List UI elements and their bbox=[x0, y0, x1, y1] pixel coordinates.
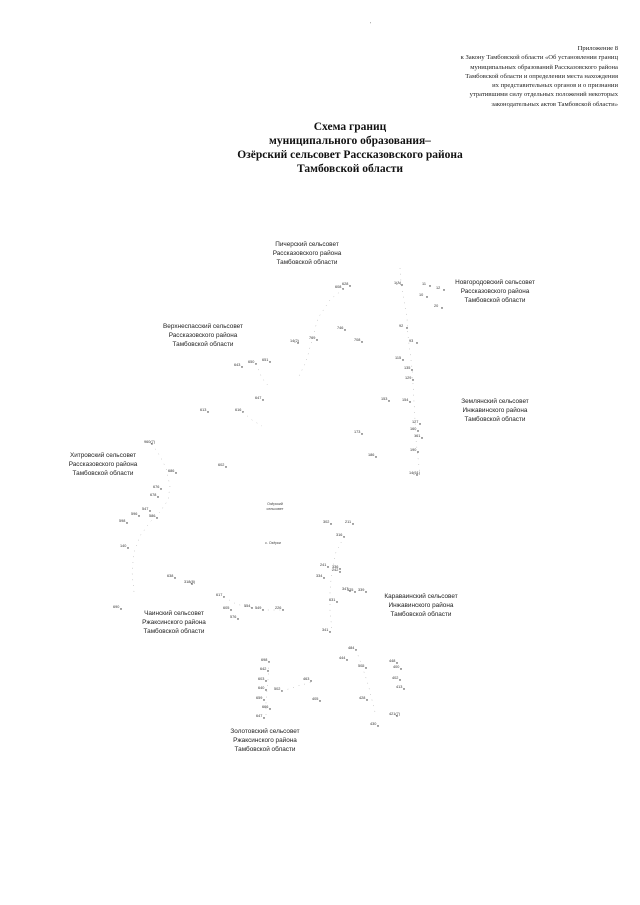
boundary-point-label: 211 bbox=[345, 520, 352, 524]
boundary-point-label: 547 bbox=[142, 507, 149, 511]
boundary-point-marker bbox=[411, 369, 412, 370]
boundary-point-label: 127 bbox=[412, 420, 419, 424]
region-label-verkhnespassky: Верхнеспасский сельсовет Рассказовского района Тамбовской области bbox=[163, 323, 243, 348]
boundary-point-marker bbox=[265, 680, 266, 681]
boundary-point-label: 14(2) bbox=[290, 339, 299, 343]
boundary-point bbox=[309, 336, 318, 341]
boundary-point-label: 647 bbox=[255, 396, 262, 400]
boundary-point-marker bbox=[377, 725, 378, 726]
boundary-point-label: 666 bbox=[262, 705, 269, 709]
boundary-trace bbox=[256, 364, 270, 388]
appendix-line: Тамбовской области и определении места нахождения bbox=[465, 72, 618, 80]
boundary-point bbox=[337, 326, 346, 331]
boundary-point bbox=[402, 398, 411, 403]
boundary-point-label: 316 bbox=[336, 533, 343, 537]
boundary-point bbox=[419, 293, 428, 298]
title-line: Тамбовской области bbox=[296, 163, 403, 175]
boundary-point bbox=[409, 471, 421, 476]
boundary-point-marker bbox=[416, 342, 417, 343]
boundary-point-label: 617 bbox=[216, 593, 223, 597]
boundary-point bbox=[168, 469, 177, 474]
appendix-line: утратившими силу отдельных положений некоторых bbox=[469, 91, 618, 99]
boundary-point-label: 698 bbox=[261, 658, 268, 662]
boundary-point bbox=[235, 408, 244, 413]
boundary-point-marker bbox=[149, 510, 150, 511]
appendix-line: к Закону Тамбовской области «Об установлении границ bbox=[460, 54, 618, 62]
boundary-point bbox=[354, 430, 363, 435]
boundary-point-marker bbox=[269, 361, 270, 362]
boundary-point-marker bbox=[336, 601, 337, 602]
boundary-point bbox=[399, 324, 408, 329]
boundary-point bbox=[149, 514, 158, 519]
boundary-point-marker bbox=[327, 566, 328, 567]
boundary-point bbox=[316, 574, 325, 579]
boundary-point-marker bbox=[127, 547, 128, 548]
boundary-trace bbox=[330, 537, 344, 630]
boundary-point bbox=[392, 676, 401, 681]
boundary-point-label: 746 bbox=[337, 326, 344, 330]
boundary-point-label: 173 bbox=[354, 430, 361, 434]
boundary-point bbox=[359, 696, 368, 701]
boundary-point-marker bbox=[339, 568, 340, 569]
boundary-point bbox=[354, 338, 363, 343]
boundary-point bbox=[322, 628, 331, 633]
boundary-point bbox=[345, 520, 354, 525]
boundary-point-marker bbox=[175, 472, 176, 473]
boundary-point-label: 129 bbox=[405, 376, 412, 380]
boundary-trace bbox=[356, 650, 376, 716]
boundary-point bbox=[167, 574, 176, 579]
boundary-point-marker bbox=[421, 437, 422, 438]
boundary-point-marker bbox=[441, 307, 442, 308]
appendix-line: их представительных органов и о признании bbox=[492, 82, 618, 90]
boundary-point-label: 613 bbox=[200, 408, 207, 412]
boundary-point bbox=[320, 563, 329, 568]
boundary-point-label: 302 bbox=[323, 520, 330, 524]
boundary-point-marker bbox=[174, 577, 175, 578]
region-label-zemlyansky: Землянский сельсовет Инжавинского района Тамбовской области bbox=[461, 398, 529, 423]
boundary-point bbox=[256, 714, 265, 719]
boundary-point bbox=[258, 686, 267, 691]
boundary-point-label: 186 bbox=[368, 453, 375, 457]
boundary-point-label: 651 bbox=[262, 358, 269, 362]
boundary-point-label: 428 bbox=[359, 696, 366, 700]
boundary-point bbox=[405, 376, 414, 381]
boundary-point-label: 14(61) bbox=[409, 471, 420, 475]
boundary-point-marker bbox=[156, 517, 157, 518]
boundary-point-label: 650 bbox=[248, 360, 255, 364]
boundary-point-label: 402 bbox=[392, 676, 399, 680]
boundary-point-label: 336 bbox=[332, 565, 339, 569]
boundary-point bbox=[184, 580, 196, 585]
boundary-point-marker bbox=[361, 341, 362, 342]
boundary-point bbox=[113, 605, 122, 610]
boundary-point-marker bbox=[429, 285, 430, 286]
boundary-point bbox=[256, 696, 265, 701]
boundary-point bbox=[200, 408, 209, 413]
boundary-point bbox=[119, 519, 128, 524]
boundary-point-marker bbox=[366, 699, 367, 700]
boundary-point-marker bbox=[365, 667, 366, 668]
boundary-point-label: 190 bbox=[410, 448, 417, 452]
boundary-point-marker bbox=[339, 571, 340, 572]
boundary-point bbox=[342, 282, 351, 287]
boundary-point-marker bbox=[269, 708, 270, 709]
boundary-point-marker bbox=[207, 411, 208, 412]
boundary-point bbox=[329, 598, 338, 603]
boundary-point bbox=[394, 281, 403, 286]
boundary-point-marker bbox=[344, 329, 345, 330]
boundary-point-label: 226 bbox=[275, 606, 282, 610]
boundary-point-label: 241 bbox=[320, 563, 327, 567]
boundary-point-label: 603 bbox=[258, 677, 265, 681]
center-note: Озёрский сельсовет bbox=[266, 502, 284, 511]
boundary-point-label: 576 bbox=[230, 615, 237, 619]
boundary-point-label: 12 bbox=[436, 286, 441, 290]
boundary-point-marker bbox=[399, 679, 400, 680]
boundary-trace bbox=[243, 412, 262, 426]
boundary-point-label: 690 bbox=[113, 605, 120, 609]
boundary-point bbox=[248, 360, 257, 365]
appendix-line: законодательных актов Тамбовской области» bbox=[491, 100, 618, 108]
appendix-line: муниципальных образований Рассказовского района bbox=[470, 63, 618, 71]
boundary-point bbox=[396, 685, 405, 690]
boundary-point bbox=[410, 448, 419, 453]
boundary-point-label: 115 bbox=[395, 356, 402, 360]
boundary-point-marker bbox=[403, 688, 404, 689]
boundary-point bbox=[290, 339, 300, 344]
boundary-point bbox=[144, 440, 156, 445]
boundary-point-marker bbox=[251, 607, 252, 608]
boundary-point-marker bbox=[388, 400, 389, 401]
boundary-point-label: 325 bbox=[347, 588, 354, 592]
boundary-point-label: 153 bbox=[381, 397, 388, 401]
boundary-point bbox=[347, 588, 356, 593]
boundary-point bbox=[412, 420, 421, 425]
title-line: Схема границ bbox=[313, 121, 387, 133]
boundary-point-label: 642 bbox=[260, 667, 267, 671]
title-line: муниципального образования– bbox=[269, 135, 431, 147]
boundary-point-label: 596 bbox=[131, 512, 138, 516]
boundary-point-label: 161 bbox=[414, 434, 421, 438]
boundary-point bbox=[275, 606, 284, 611]
boundary-point bbox=[422, 282, 431, 287]
boundary-point-label: 154 bbox=[402, 398, 409, 402]
boundary-point-label: 960(7) bbox=[144, 440, 155, 444]
boundary-point bbox=[274, 687, 283, 692]
boundary-point-label: 160 bbox=[410, 427, 417, 431]
boundary-point-label: 430 bbox=[370, 722, 377, 726]
boundary-point-label: 608 bbox=[335, 285, 342, 289]
boundary-point-marker bbox=[426, 296, 427, 297]
boundary-point-marker bbox=[400, 668, 401, 669]
boundary-point-marker bbox=[329, 631, 330, 632]
boundary-point-label: 605 bbox=[223, 606, 230, 610]
boundary-point-marker bbox=[352, 523, 353, 524]
boundary-point-label: 678 bbox=[150, 493, 157, 497]
boundary-point-label: 769 bbox=[309, 336, 316, 340]
boundary-point bbox=[153, 485, 162, 490]
boundary-point-label: 628 bbox=[342, 282, 349, 286]
boundary-point bbox=[223, 606, 232, 611]
boundary-point-label: 334 bbox=[316, 574, 323, 578]
boundary-point-label: 135 bbox=[404, 366, 411, 370]
boundary-point-marker bbox=[417, 451, 418, 452]
boundary-point-marker bbox=[230, 609, 231, 610]
boundary-point-label: 318(8) bbox=[184, 580, 195, 584]
stray-mark: ' bbox=[370, 22, 372, 28]
boundary-point-marker bbox=[267, 670, 268, 671]
boundary-point-marker bbox=[120, 608, 121, 609]
boundary-point-label: 676 bbox=[153, 485, 160, 489]
boundary-point-label: 347 bbox=[342, 587, 349, 591]
boundary-point-marker bbox=[349, 285, 350, 286]
region-label-karavainsky: Караваинский сельсовет Инжавинского района Тамбовской области bbox=[384, 593, 458, 618]
region-label-chainsky: Чаинский сельсовет Ржаксинского района Тамбовской области bbox=[142, 610, 206, 635]
boundary-trace bbox=[298, 289, 343, 378]
boundary-point-label: 643 bbox=[234, 363, 241, 367]
boundary-point-label: 140 bbox=[120, 544, 127, 548]
boundary-point-marker bbox=[406, 327, 407, 328]
boundary-point bbox=[339, 656, 348, 661]
boundary-point-label: 640 bbox=[258, 686, 265, 690]
boundary-point-label: 413 bbox=[396, 685, 403, 689]
boundary-point-marker bbox=[237, 618, 238, 619]
boundary-point bbox=[414, 434, 423, 439]
boundary-point-marker bbox=[319, 700, 320, 701]
village-note: с. Озёрки bbox=[265, 541, 281, 545]
boundary-point-label: 20 bbox=[434, 304, 439, 308]
boundary-point bbox=[150, 493, 159, 498]
boundary-point-marker bbox=[282, 609, 283, 610]
boundary-point-label: 1(A) bbox=[394, 281, 402, 285]
boundary-point bbox=[370, 722, 379, 727]
boundary-point-marker bbox=[417, 430, 418, 431]
boundary-point-label: 400 bbox=[393, 665, 400, 669]
boundary-point-marker bbox=[361, 433, 362, 434]
boundary-point bbox=[255, 396, 264, 401]
boundary-point bbox=[262, 358, 271, 363]
boundary-point-marker bbox=[375, 456, 376, 457]
boundary-point-label: 11 bbox=[422, 282, 426, 286]
boundary-point-marker bbox=[330, 523, 331, 524]
boundary-point-label: 602 bbox=[218, 463, 225, 467]
boundary-point bbox=[312, 697, 321, 702]
boundary-point bbox=[218, 463, 227, 468]
boundary-point bbox=[234, 363, 243, 368]
boundary-point-label: 463 bbox=[303, 677, 310, 681]
boundary-point bbox=[410, 427, 419, 432]
boundary-point bbox=[262, 705, 271, 710]
boundary-point-label: 616 bbox=[235, 408, 242, 412]
boundary-point-marker bbox=[160, 488, 161, 489]
region-label-zolotovsky: Золотовский сельсовет Ржаксинского района Тамбовской области bbox=[230, 728, 300, 753]
boundary-point bbox=[120, 544, 129, 549]
boundary-point-marker bbox=[263, 699, 264, 700]
boundary-point-label: 444 bbox=[339, 656, 346, 660]
boundary-point-label: 502 bbox=[274, 687, 281, 691]
boundary-point-label: 586 bbox=[149, 514, 156, 518]
boundary-point-marker bbox=[310, 680, 311, 681]
boundary-point bbox=[255, 606, 264, 611]
boundary-point-label: 448 bbox=[389, 659, 396, 663]
boundary-point-marker bbox=[225, 466, 226, 467]
boundary-point-marker bbox=[402, 359, 403, 360]
boundary-point-label: 631 bbox=[329, 598, 336, 602]
boundary-point-label: 484 bbox=[348, 646, 355, 650]
boundary-point-marker bbox=[263, 717, 264, 718]
boundary-trace bbox=[224, 597, 282, 610]
boundary-point-label: 405 bbox=[312, 697, 319, 701]
boundary-point-marker bbox=[316, 339, 317, 340]
boundary-point-label: 92 bbox=[399, 324, 404, 328]
boundary-point-marker bbox=[396, 662, 397, 663]
boundary-point-label: 549 bbox=[255, 606, 262, 610]
boundary-point-label: 339 bbox=[358, 588, 365, 592]
boundary-point bbox=[348, 646, 357, 651]
boundary-trace bbox=[400, 268, 420, 474]
boundary-point-label: 242 bbox=[332, 568, 339, 572]
boundary-point-label: 93 bbox=[409, 339, 414, 343]
region-label-novgorodovsky: Новгородовский сельсовет Рассказовского района Тамбовской области bbox=[455, 279, 535, 304]
boundary-point-marker bbox=[157, 496, 158, 497]
boundary-point bbox=[131, 512, 140, 517]
boundary-point bbox=[142, 507, 151, 512]
region-label-pichersky: Пичерский сельсовет Рассказовского района Тамбовской области bbox=[272, 241, 342, 266]
boundary-point-label: 598 bbox=[119, 519, 126, 523]
boundary-point bbox=[393, 665, 402, 670]
appendix-line: Приложение 8 bbox=[577, 45, 618, 52]
boundary-point-marker bbox=[409, 401, 410, 402]
boundary-point bbox=[395, 356, 404, 361]
boundary-point-marker bbox=[126, 522, 127, 523]
boundary-point bbox=[404, 366, 413, 371]
boundary-point bbox=[216, 593, 225, 598]
boundary-point-label: 686 bbox=[168, 469, 175, 473]
boundary-point-marker bbox=[412, 379, 413, 380]
boundary-point-marker bbox=[241, 366, 242, 367]
boundary-point bbox=[258, 677, 267, 682]
boundary-point-marker bbox=[419, 423, 420, 424]
boundary-point bbox=[389, 712, 401, 717]
boundary-point-label: 10 bbox=[419, 293, 424, 297]
boundary-point-label: 505 bbox=[358, 664, 365, 668]
boundary-point-label: 708 bbox=[354, 338, 361, 342]
boundary-point-label: 421(7) bbox=[389, 712, 400, 716]
boundary-point bbox=[230, 615, 239, 620]
boundary-point-marker bbox=[323, 577, 324, 578]
boundary-point bbox=[409, 339, 418, 344]
boundary-point-marker bbox=[138, 515, 139, 516]
boundary-point bbox=[323, 520, 332, 525]
boundary-point bbox=[261, 658, 270, 663]
boundary-point-marker bbox=[262, 399, 263, 400]
boundary-point bbox=[389, 659, 398, 664]
boundary-point-label: 341 bbox=[322, 628, 329, 632]
boundary-point bbox=[303, 677, 312, 682]
region-label-khitrovsky: Хитровский сельсовет Рассказовского района Тамбовской области bbox=[68, 452, 138, 477]
boundary-point-marker bbox=[346, 659, 347, 660]
boundary-point-marker bbox=[354, 591, 355, 592]
boundary-point bbox=[368, 453, 377, 458]
boundary-point-label: 638 bbox=[167, 574, 174, 578]
boundary-point bbox=[260, 667, 269, 672]
boundary-point bbox=[381, 397, 390, 402]
title-line: Озёрский сельсовет Рассказовского района bbox=[237, 149, 463, 161]
boundary-point-label: 647 bbox=[256, 714, 263, 718]
boundary-point-label: 659 bbox=[256, 696, 263, 700]
boundary-point bbox=[336, 533, 345, 538]
boundary-point-label: 554 bbox=[244, 604, 251, 608]
boundary-point-marker bbox=[265, 689, 266, 690]
boundary-trace bbox=[282, 682, 312, 691]
